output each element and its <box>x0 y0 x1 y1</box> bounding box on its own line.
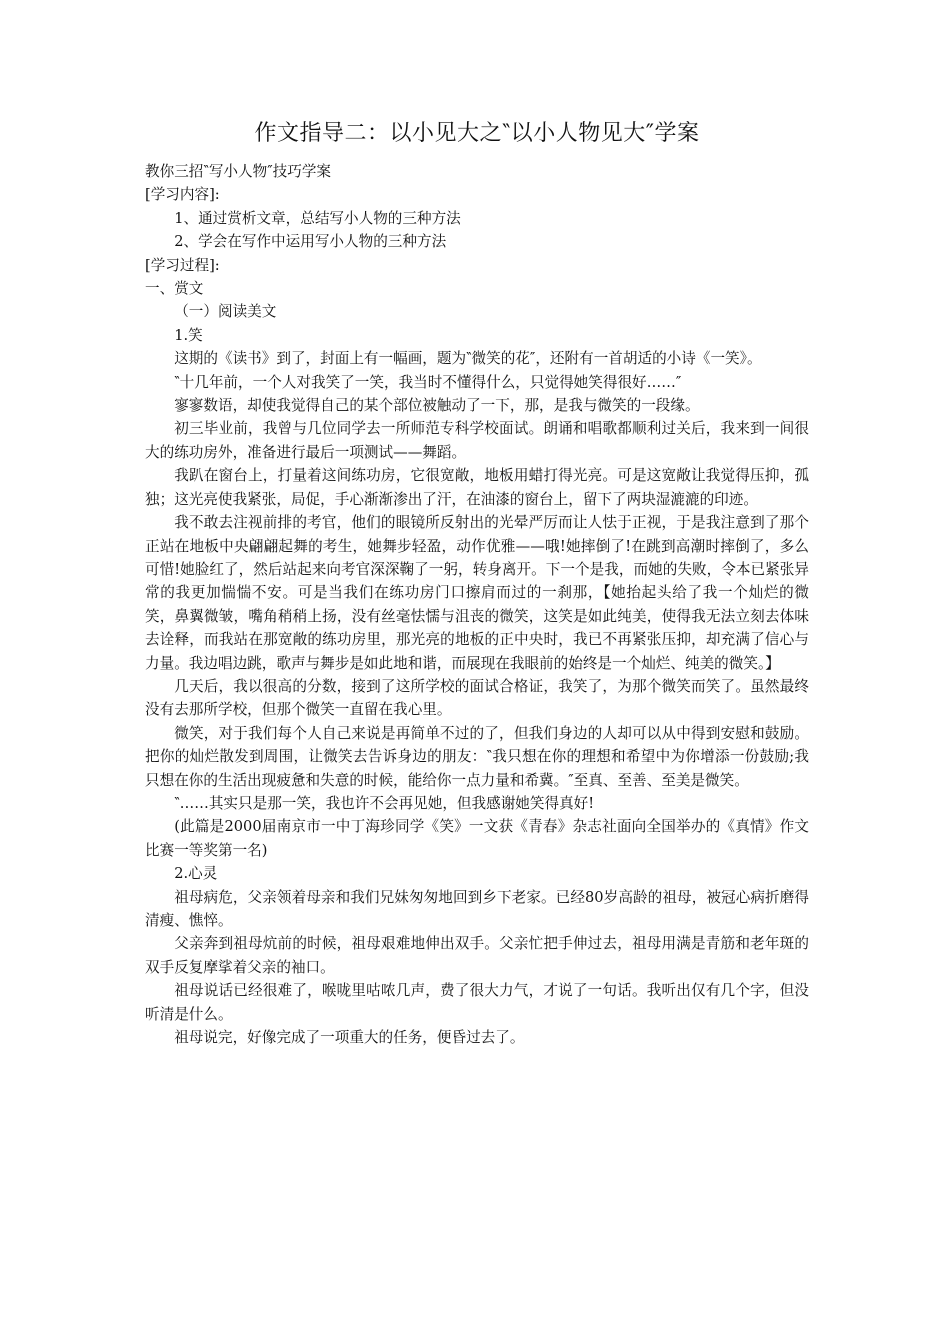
article-title: 2.心灵 <box>174 865 218 883</box>
article-paragraph: 寥寥数语，却使我觉得自己的某个部位被触动了一下，那，是我与微笑的一段缘。 <box>174 397 700 415</box>
content-heading: [学习内容]: <box>145 186 220 204</box>
article-paragraph: 祖母病危，父亲领着母亲和我们兄妹匆匆地回到乡下老家。已经80岁高龄的祖母，被冠心病折磨得清瘦、憔悴。 <box>145 888 809 929</box>
document-title: 作文指导二：以小见大之‶以小人物见大″学案 <box>254 121 700 146</box>
subtitle: 教你三招‶写小人物″技巧学案 <box>145 163 332 180</box>
article-paragraph: ‶十几年前，一个人对我笑了一笑，我当时不懂得什么，只觉得她笑得很好……″ <box>174 373 682 391</box>
article-paragraph: 几天后，我以很高的分数，接到了这所学校的面试合格证，我笑了，为那个微笑而笑了。虽然最终没有去那所学校，但那个微笑一直留在我心里。 <box>145 677 809 719</box>
article-paragraph: 祖母说话已经很难了，喉咙里咕哝几声，费了很大力气，才说了一句话。我听出仅有几个字，但没听清是什么。 <box>145 982 809 1023</box>
article-paragraph: 父亲奔到祖母炕前的时候，祖母艰难地伸出双手。父亲忙把手伸过去，祖母用满是青筋和老年斑的双手反复摩挲着父亲的袖口。 <box>145 935 809 976</box>
article-paragraph: 我趴在窗台上，打量着这间练功房，它很宽敞，地板用蜡打得光亮。可是这宽敞让我觉得压抑，孤独；这光亮使我紧张，局促，手心渐渐渗出了汗，在油漆的窗台上，留下了两块湿漉漉的印迹。 <box>145 467 809 508</box>
content-item: 1、通过赏析文章，总结写小人物的三种方法 <box>174 209 461 227</box>
article-paragraph: 祖母说完，好像完成了一项重大的任务，便昏过去了。 <box>174 1029 525 1047</box>
article-paragraph: ‶……其实只是那一笑，我也许不会再见她，但我感谢她笑得真好! <box>174 794 595 812</box>
article-title: 1.笑 <box>174 326 203 344</box>
article-paragraph: 这期的《读书》到了，封面上有一幅画，题为‶微笑的花″，还附有一首胡适的小诗《一笑》。 <box>174 350 762 368</box>
section-heading: 一、赏文 <box>145 280 204 298</box>
content-item: 2、学会在写作中运用写小人物的三种方法 <box>174 233 447 251</box>
article-paragraph: 微笑，对于我们每个人自己来说是再简单不过的了，但我们身边的人却可以从中得到安慰和鼓励。把你的灿烂散发到周围，让微笑去告诉身边的朋友：‶我只想在你的理想和希望中为你增添一份鼓励;我只想在你的生活出现疲惫和失意的时候，能给你一点力量和希冀。″至真、至善、至美是微笑。 <box>145 724 809 789</box>
article-paragraph: 我不敢去注视前排的考官，他们的眼镜所反射出的光晕严厉而让人怯于正视，于是我注意到了那个正站在地板中央翩翩起舞的考生，她舞步轻盈，动作优雅——哦!她摔倒了!在跳到高潮时摔倒了，多么可惜!她脸红了，然后站起来向考官深深鞠了一躬，转身离开。下一个是我，而她的失败，令本已紧张异常的我更加惴惴不安。可是当我们在练功房门口擦肩而过的一刹那，【她抬起头给了我一个灿烂的微笑，鼻翼微皱，嘴角稍稍上扬，没有丝毫怯懦与沮丧的微笑，这笑是如此纯美，使得我无法立刻去体味去诠释，而我站在那宽敞的练功房里，那光亮的地板的正中央时，我已不再紧张压抑，却充满了信心与力量。我边唱边跳，歌声与舞步是如此地和谐，而展现在我眼前的始终是一个灿烂、纯美的微笑。】 <box>145 514 809 672</box>
article-source-note: (此篇是2000届南京市一中丁海珍同学《笑》一文获《青春》杂志社面向全国举办的《真情》作文比赛一等奖第一名) <box>145 818 809 859</box>
process-heading: [学习过程]: <box>145 256 220 274</box>
document-page <box>145 118 809 1049</box>
article-paragraph: 初三毕业前，我曾与几位同学去一所师范专科学校面试。朗诵和唱歌都顺利过关后，我来到一间很大的练功房外，准备进行最后一项测试——舞蹈。 <box>145 420 809 461</box>
subsection-heading: （一）阅读美文 <box>174 303 277 321</box>
